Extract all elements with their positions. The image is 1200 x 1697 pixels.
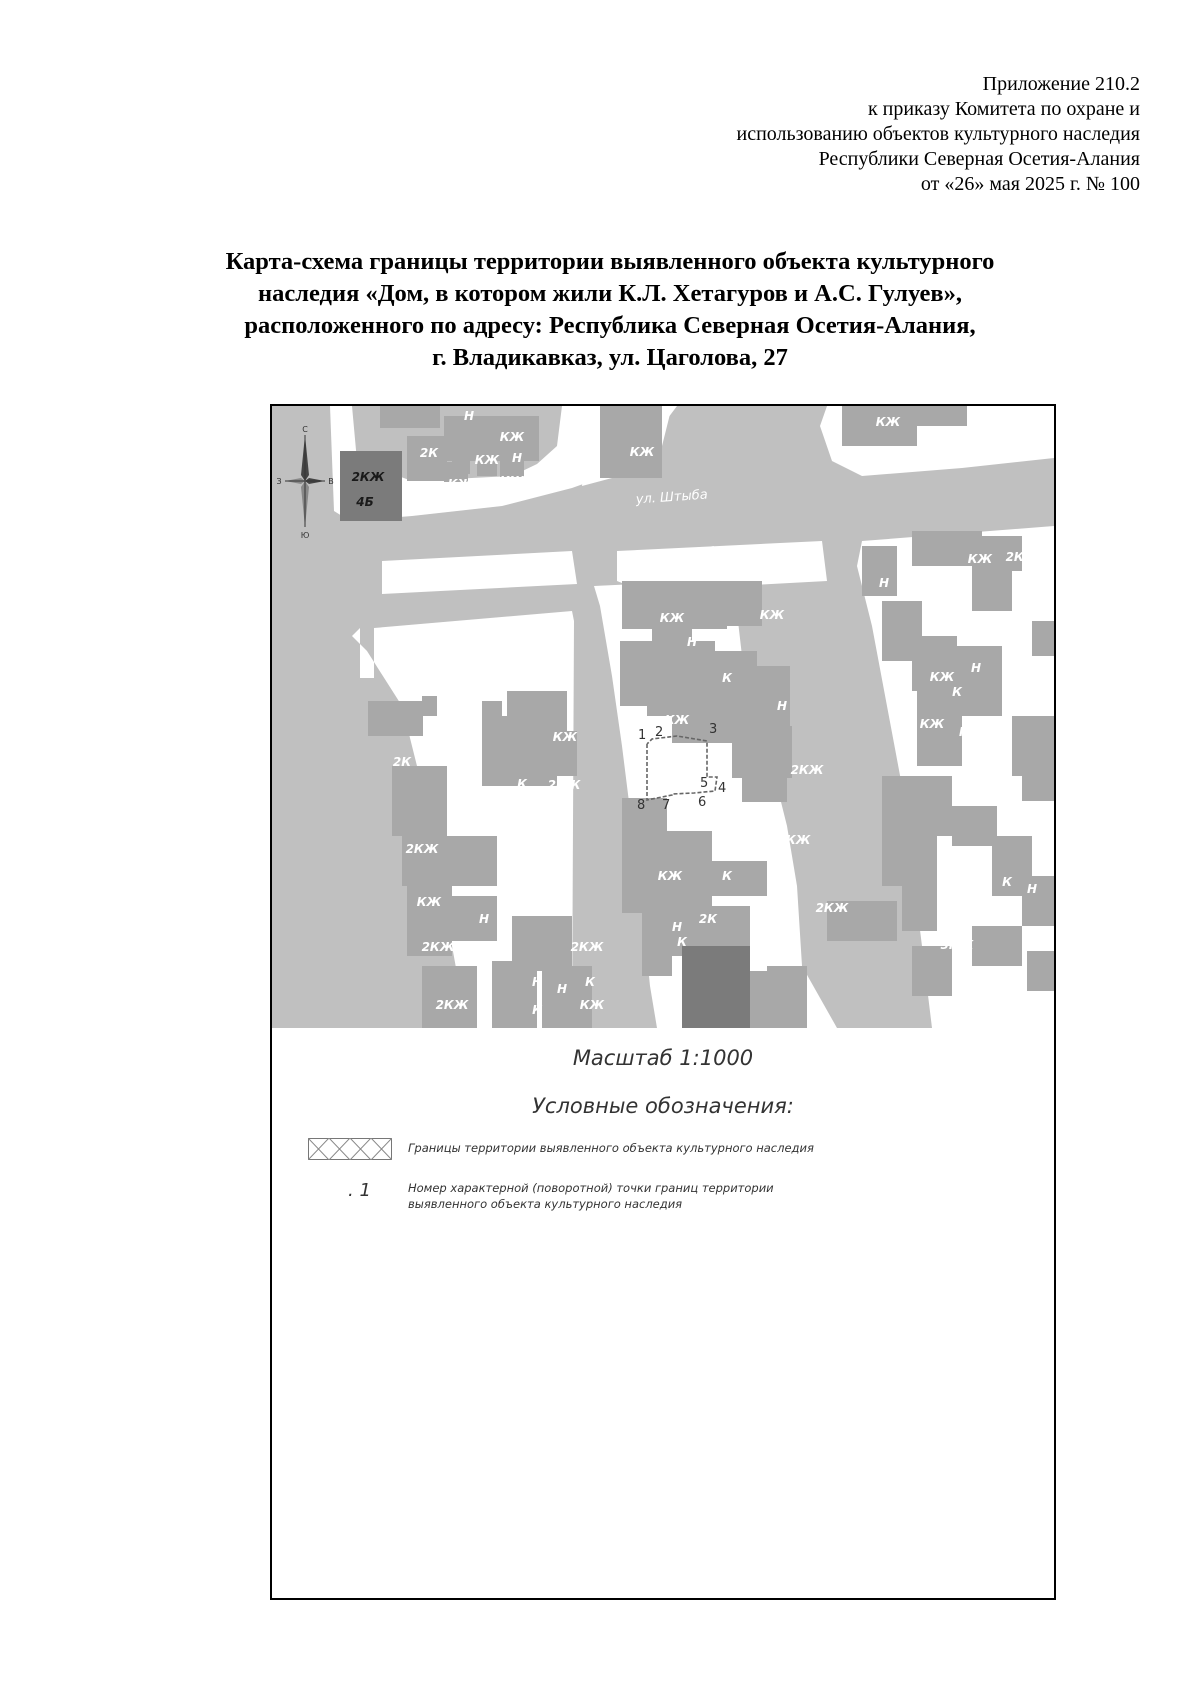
appendix-line: от «26» мая 2025 г. № 100 <box>920 173 1140 195</box>
boundary-point-number: 1 <box>638 728 647 743</box>
appendix-line: Приложение 210.2 <box>982 73 1140 95</box>
site-map <box>272 406 1054 1028</box>
building-label: КЖ <box>929 670 955 684</box>
title-line: г. Владикавказ, ул. Цаголова, 27 <box>432 344 788 371</box>
map-scale: Масштаб 1:1000 <box>572 1046 754 1070</box>
building <box>952 646 1002 716</box>
building-label: КЖ <box>552 730 578 744</box>
building-highlighted-2kzh-4b <box>340 451 402 521</box>
building <box>392 766 447 836</box>
building-label: КЖ <box>664 713 690 727</box>
building-label: К <box>722 869 732 883</box>
building-label: Н <box>671 920 683 934</box>
building <box>767 966 807 1028</box>
building-label: КЖ <box>657 869 683 883</box>
building-label: Н <box>478 912 490 926</box>
building-label: Н <box>686 635 698 649</box>
building-label: КЖ <box>629 445 655 459</box>
building-label: К <box>677 935 687 949</box>
building <box>642 956 672 976</box>
building <box>712 861 767 896</box>
building-label: 2К <box>392 755 412 769</box>
building-label: КЖ <box>659 611 685 625</box>
building-label: КЖ <box>759 608 785 622</box>
building-label: 2КЖ <box>547 778 581 792</box>
building-label: КЖ <box>499 430 525 444</box>
building-label: 2КЖ <box>351 470 385 484</box>
building-label: КЖ <box>919 717 945 731</box>
boundary-point-number: 5 <box>700 776 709 791</box>
building-label: Н <box>938 428 950 442</box>
building-label: Н <box>556 982 568 996</box>
building <box>600 406 662 478</box>
boundary-point-number: 6 <box>698 795 707 810</box>
building-label: КЖ <box>474 453 500 467</box>
legend-label: Границы территории выявленного объекта культурного наследия <box>408 1141 814 1155</box>
building-label: К <box>532 1003 542 1017</box>
legend-title: Условные обозначения: <box>532 1094 794 1118</box>
building <box>1027 951 1054 991</box>
building-label: 2КЖ <box>435 998 469 1012</box>
building-label: К <box>1002 875 1012 889</box>
building <box>912 946 952 996</box>
appendix-line: использованию объектов культурного наследия <box>736 123 1140 145</box>
building <box>422 696 437 716</box>
building-label: Н <box>531 975 543 989</box>
building <box>368 701 423 736</box>
building-label: К <box>722 808 732 822</box>
building-label: 2К <box>698 912 718 926</box>
legend-label <box>408 1180 774 1212</box>
building <box>1012 716 1054 776</box>
building-label: 2КЖ <box>777 833 811 847</box>
building <box>972 926 1022 966</box>
legend-label-line: выявленного объекта культурного наследия <box>408 1197 683 1211</box>
building-label: К <box>585 975 595 989</box>
building <box>432 836 497 886</box>
compass-letter: Ю <box>300 531 310 540</box>
building-label: Н <box>491 482 503 496</box>
building-label: 4Б <box>356 495 374 509</box>
building-label: К <box>722 671 732 685</box>
boundary-point-number: 4 <box>718 781 727 796</box>
building-label: КЖ <box>579 998 605 1012</box>
building-label: Н <box>878 576 890 590</box>
building-label: 2КЖ <box>1005 550 1039 564</box>
building-label: 2КЖ <box>790 763 824 777</box>
building <box>702 581 762 626</box>
building-label: КЖ <box>499 474 525 488</box>
compass-letter: З <box>276 477 282 486</box>
building-highlighted-2k <box>682 946 750 1028</box>
building <box>380 406 440 428</box>
building <box>902 886 937 931</box>
appendix-reference <box>440 72 1140 197</box>
map-frame <box>270 404 1056 1600</box>
boundary-point-number: 2 <box>655 725 664 740</box>
building-label: Н <box>958 725 970 739</box>
compass-letter: В <box>328 477 334 486</box>
building-label: Н <box>1026 882 1038 896</box>
building-label: Н <box>776 699 788 713</box>
building-label: 2КЖ <box>405 842 439 856</box>
building <box>917 406 967 426</box>
building-label: Н <box>511 451 523 465</box>
building-label: КЖ <box>447 477 473 491</box>
building-label: К <box>952 685 962 699</box>
building-label: Н <box>970 661 982 675</box>
building <box>492 961 537 1028</box>
appendix-line: Республики Северная Осетия-Алания <box>818 148 1140 170</box>
street-label: ул. Штыба <box>635 487 709 508</box>
building <box>422 966 477 1028</box>
building-label: КЖ <box>875 415 901 429</box>
title-line: наследия «Дом, в котором жили К.Л. Хетагуров и А.С. Гулуев», <box>258 280 962 307</box>
title-line: расположенного по адресу: Республика Северная Осетия-Алания, <box>244 312 976 339</box>
building <box>952 806 997 846</box>
document-title <box>150 246 1070 374</box>
building <box>1032 621 1054 656</box>
building <box>647 688 672 716</box>
street-label: ул. Штыба <box>650 544 724 565</box>
building-label: 2КЖ <box>421 940 455 954</box>
building-label: К <box>517 777 527 791</box>
hatch-swatch-icon <box>308 1138 392 1160</box>
legend-label-line: Номер характерной (поворотной) точки границ территории <box>408 1181 774 1195</box>
building <box>882 836 937 886</box>
boundary-point-number: 8 <box>637 798 646 813</box>
building <box>972 571 1012 611</box>
boundary-point-number: 7 <box>662 798 671 813</box>
building-label: Н <box>463 409 475 423</box>
building <box>742 774 787 802</box>
point-number-marker: . 1 <box>348 1180 371 1201</box>
building-label: КЖ <box>416 895 442 909</box>
building-label: 2КЖ <box>815 901 849 915</box>
boundary-point-number: 3 <box>709 722 718 737</box>
compass-letter: С <box>302 425 308 434</box>
title-line: Карта-схема границы территории выявленного объекта культурного <box>225 248 995 275</box>
building-label: К <box>922 599 932 613</box>
building <box>882 776 952 836</box>
building-label: 3КЖ <box>940 938 974 952</box>
building-label: 2КЖ <box>755 905 789 919</box>
appendix-line: к приказу Комитета по охране и <box>867 98 1140 120</box>
building-label: КЖ <box>967 552 993 566</box>
building <box>732 726 792 778</box>
building-label: 2КЖ <box>570 940 604 954</box>
building-label: 2К <box>419 446 439 460</box>
building-label: КЖ <box>664 772 690 786</box>
building <box>1022 771 1054 801</box>
